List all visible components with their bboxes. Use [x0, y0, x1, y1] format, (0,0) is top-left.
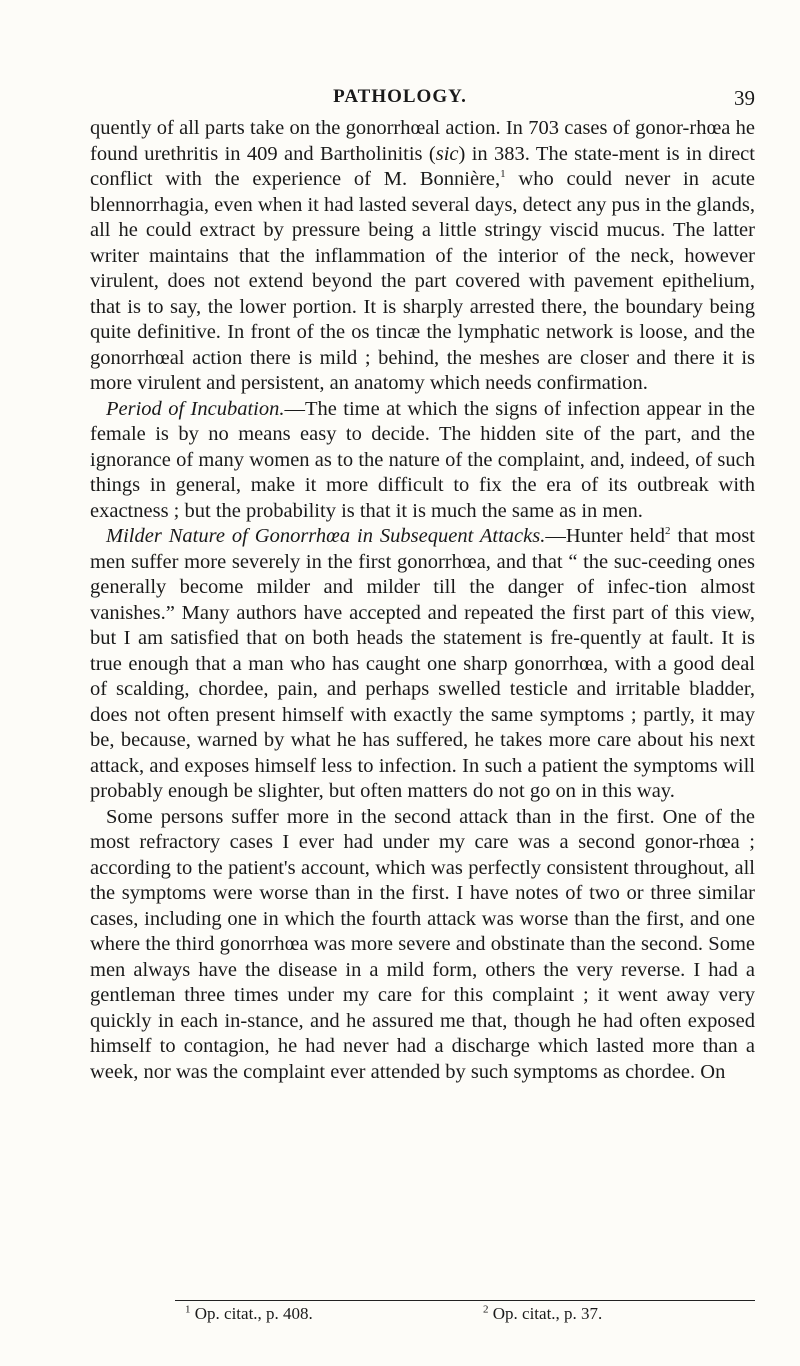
paragraph-text: —The time at which the signs of infection appear in the female is by no means easy to decide. The hidden site of the part, and the ignorance of many women as to the nature of the complaint, and, indeed, of such things in general, make it more difficult to fix the era of its outbreak with exactness ; but the probability is that it is much the same as in men.: [90, 397, 755, 522]
paragraph-3: [90, 524, 755, 805]
paragraph-text: —Hunter held: [545, 525, 665, 547]
footnote-text: Op. citat., p. 408.: [190, 1304, 313, 1323]
paragraph-text: ) in 383. The state-ment is in direct conflict with the experience of M. Bonnière,: [90, 142, 755, 190]
paragraph-4: [90, 805, 755, 1086]
footnote-mark: 2: [483, 1303, 489, 1316]
sic-note: sic: [435, 142, 459, 165]
footnotes: [0, 1304, 800, 1326]
footnote-ref-1: 1: [500, 168, 506, 181]
paragraph-1: [90, 116, 755, 397]
paragraph-text: who could never in acute blennorrhagia, even when it had lasted several days, detect any pus in the glands, all he could extract by pressure being a little stringy viscid mucus. The latter writer maintains that the inflammation of the interior of the neck, however virulent, does not extend beyond the part covered with pavement epithelium, that is to say, the lower portion. It is sharply arrested there, the boundary being quite definitive. In front of the os tincæ the lymphatic network is loose, and the gonorrhœal action there is mild ; behind, the meshes are closer and there it is more virulent and persistent, an anatomy which needs confirmation.: [90, 168, 756, 394]
paragraph-text: Some persons suffer more in the second attack than in the first. One of the most refractory cases I ever had under my care was a second gonor-rhœa ; according to the patient's account, which was perfectly consistent throughout, all the symptoms were worse than in the first. I have notes of two or three similar cases, including one in which the fourth attack was worse than the first, and one where the third gonorrhœa was more severe and obstinate than the second. Some men always have the disease in a mild form, others the very reverse. I had a gentleman three times under my care for this complaint ; it went away very quickly in each in-stance, and he assured me that, though he had often exposed himself to contagion, he had never had a discharge which lasted more than a week, nor was the complaint ever attended by such symptoms as chordee. On: [90, 805, 755, 1083]
footnote-ref-2: 2: [665, 525, 671, 538]
footnote-2: [483, 1304, 602, 1324]
footnote-mark: 1: [185, 1303, 191, 1316]
footnote-1: [185, 1304, 313, 1324]
footnote-rule: [175, 1300, 755, 1301]
section-heading-milder-nature: Milder Nature of Gonorrhœa in Subsequent Attacks.: [106, 525, 546, 547]
paragraph-text: that most men suffer more severely in the first gonorrhœa, and that “ the suc-ceeding ones generally become milder and milder till the danger of infec-tion almost vanishes.” Many authors have accepted and repeated the first part of this view, but I am satisfied that on both heads the statement is fre-quently at fault. It is true enough that a man who has caught one sharp gonorrhœa, with a good deal of scalding, chordee, pain, and perhaps swelled testicle and irritable bladder, does not often present himself with exactly the same symptoms ; partly, it may be, because, warned by what he has suffered, he takes more care about his next attack, and exposes himself less to infection. In such a patient the symptoms will probably enough be slighter, but often matters do not go on in this way.: [90, 525, 755, 802]
page-number: 39: [734, 86, 755, 110]
paragraph-2: [90, 397, 755, 525]
paragraph-text: quently of all parts take on the gonorrhœal action. In 703 cases of gonor-rhœa he found urethritis in 409 and Bartholinitis (: [90, 117, 755, 165]
footnote-text: Op. citat., p. 37.: [488, 1304, 603, 1323]
body-text: [90, 116, 755, 1085]
section-heading-incubation: Period of Incubation.: [106, 397, 285, 420]
running-title: PATHOLOGY.: [333, 86, 467, 107]
running-head: [0, 86, 800, 110]
